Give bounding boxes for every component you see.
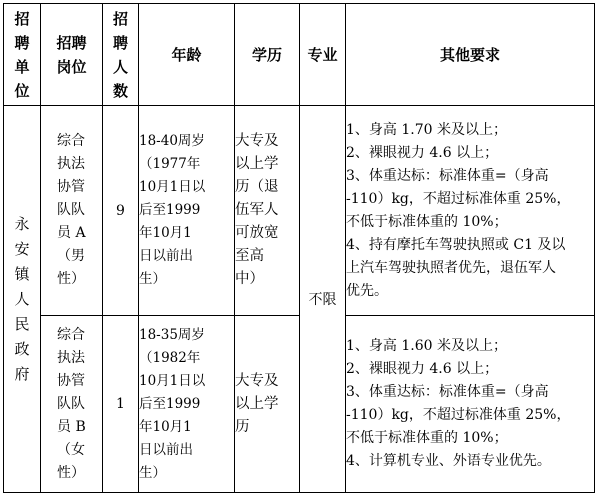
position-cell: 综合 执法 协管 队队 员 B （女 性） (41, 316, 103, 493)
age-cell: 18-40周岁 （1977年 10月1日以 后至1999 年10月1 日以前出 生） (139, 106, 235, 316)
education-cell: 大专及 以上学 历（退 伍军人 可放宽 至高 中） (235, 106, 300, 316)
header-other-requirements: 其他要求 (346, 4, 595, 106)
count-cell: 9 (103, 106, 139, 316)
age-cell: 18-35周岁 （1982年 10月1日以 后至1999 年10月1 日以前出 生） (139, 316, 235, 493)
header-age: 年龄 (139, 4, 235, 106)
major-cell: 不限 (300, 106, 346, 493)
header-education: 学历 (235, 4, 300, 106)
header-unit: 招 聘 单 位 (4, 4, 41, 106)
unit-name-cell: 永 安 镇 人 民 政 府 (4, 106, 41, 493)
recruitment-table (3, 3, 595, 493)
position-cell: 综合 执法 协管 队队 员 A （男 性） (41, 106, 103, 316)
table-row (4, 316, 595, 493)
education-cell: 大专及 以上学 历 (235, 316, 300, 493)
header-major: 专业 (300, 4, 346, 106)
requirements-cell: 1、身高 1.70 米及以上； 2、裸眼视力 4.6 以上； 3、体重达标：标准体重=（身高 -110）kg，不超过标准体重 25%， 不低于标准体重的 10%； 4、持有摩托车驾驶执照或 C1 及以 上汽车驾驶执照者优先，退伍军人 优先。 (346, 106, 595, 316)
requirements-cell: 1、身高 1.60 米及以上； 2、裸眼视力 4.6 以上； 3、体重达标：标准体重=（身高 -110）kg，不超过标准体重 25%， 不低于标准体重的 10%； 4、计算机专业、外语专业优先。 (346, 316, 595, 493)
header-count: 招 聘 人 数 (103, 4, 139, 106)
header-position: 招聘 岗位 (41, 4, 103, 106)
header-row (4, 4, 595, 106)
table-row (4, 106, 595, 316)
count-cell: 1 (103, 316, 139, 493)
